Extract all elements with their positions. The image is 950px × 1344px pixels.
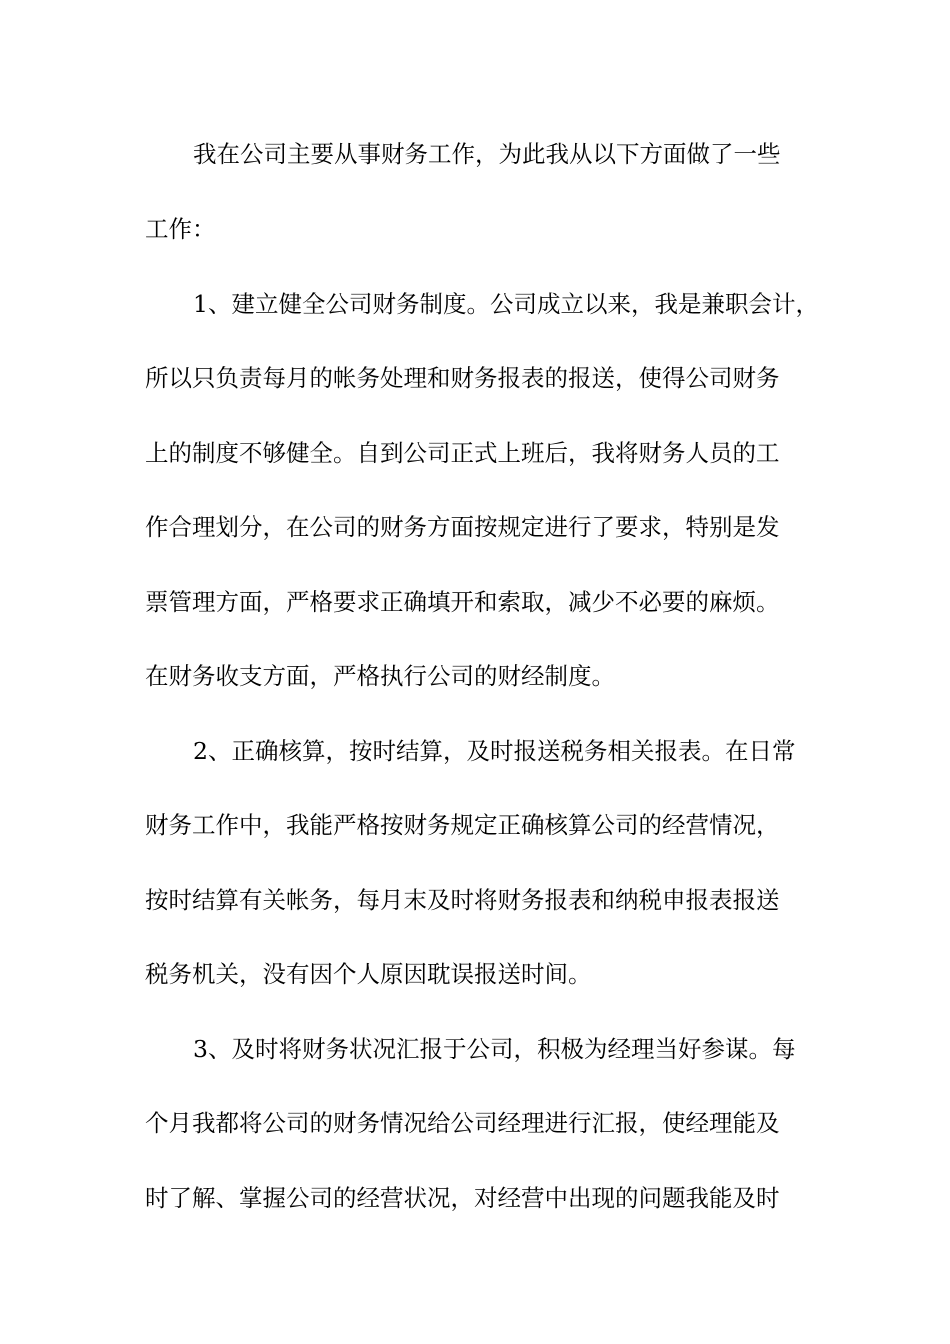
text-line: 2、正确核算，按时结算，及时报送税务相关报表。在日常: [193, 737, 796, 765]
text-line: 财务工作中，我能严格按财务规定正确核算公司的经营情况，: [145, 811, 780, 839]
text-line: 工作：: [145, 215, 216, 243]
text-line: 我在公司主要从事财务工作，为此我从以下方面做了一些: [193, 140, 781, 168]
text-line: 作合理划分，在公司的财务方面按规定进行了要求，特别是发: [145, 513, 780, 541]
text-line: 个月我都将公司的财务情况给公司经理进行汇报，使经理能及: [145, 1109, 780, 1137]
text-line: 上的制度不够健全。自到公司正式上班后，我将财务人员的工: [145, 439, 780, 467]
text-line: 票管理方面，严格要求正确填开和索取，减少不必要的麻烦。: [145, 588, 780, 616]
text-line: 在财务收支方面，严格执行公司的财经制度。: [145, 662, 615, 690]
text-line: 时了解、掌握公司的经营状况，对经营中出现的问题我能及时: [145, 1184, 780, 1212]
text-line: 3、及时将财务状况汇报于公司，积极为经理当好参谋。每: [193, 1035, 796, 1063]
text-line: 税务机关，没有因个人原因耽误报送时间。: [145, 960, 592, 988]
text-line: 1、建立健全公司财务制度。公司成立以来，我是兼职会计，: [193, 290, 819, 318]
text-line: 按时结算有关帐务，每月末及时将财务报表和纳税申报表报送: [145, 886, 780, 914]
text-line: 所以只负责每月的帐务处理和财务报表的报送，使得公司财务: [145, 364, 780, 392]
